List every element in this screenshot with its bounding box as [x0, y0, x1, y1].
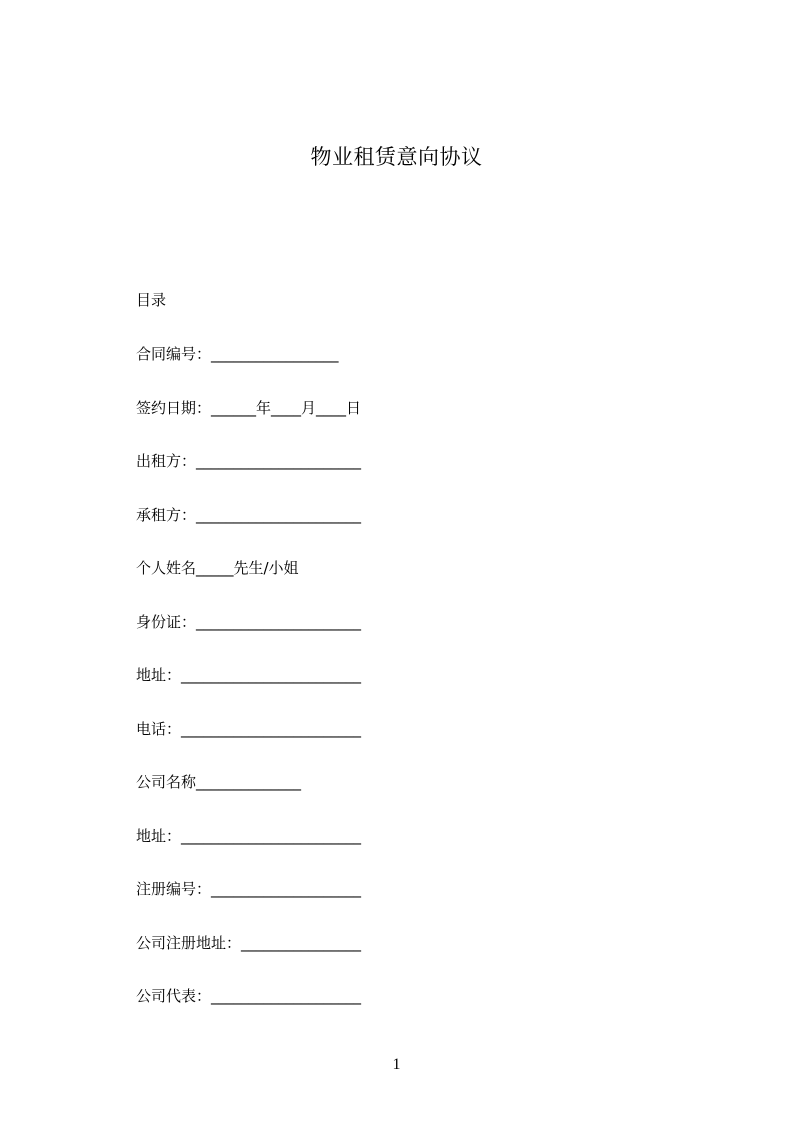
id-card-field: 身份证：______________________	[136, 613, 362, 631]
company-registered-address-field: 公司注册地址：________________	[136, 934, 362, 952]
page-number: 1	[392, 1056, 401, 1073]
company-name-field: 公司名称______________	[136, 773, 302, 791]
phone-field: 电话：________________________	[136, 720, 362, 738]
company-address-field: 地址：________________________	[136, 827, 362, 845]
personal-name-field: 个人姓名_____先生/小姐	[136, 559, 299, 577]
address-field: 地址：________________________	[136, 666, 362, 684]
signing-date-field: 签约日期：______年____月____日	[136, 399, 362, 417]
document-title: 物业租赁意向协议	[310, 145, 483, 169]
lessee-field: 承租方：______________________	[136, 506, 362, 524]
contract-number-field: 合同编号：_________________	[136, 345, 339, 363]
company-representative-field: 公司代表：____________________	[136, 987, 362, 1005]
lessor-field: 出租方：______________________	[136, 452, 362, 470]
registration-number-field: 注册编号：____________________	[136, 880, 362, 898]
toc-label: 目录	[136, 291, 167, 309]
